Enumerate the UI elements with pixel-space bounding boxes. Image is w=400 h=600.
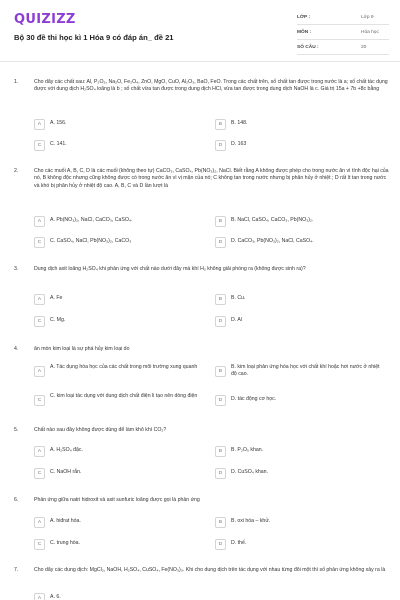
question-text: Cho các muối A, B, C, D là các muối (không theo tự) CaCO₃, CaSO₄, Pb(NO₃)₂, NaCl. Biết rằng A không được phép cho trong nước ăn vì tính độc hại của nó, B không độc nhưng cũng không được có trong nước ăn vì vị mặn của nó; C không tan trong nước nhưng bị phân hủy ở nhiệt ; D rất ít tan trong nước và khó bị phân hủy ở nhiệt độ cao. A, B, C và D lần lượt là [34,168,389,189]
meta-grade-key: LỚP : [297,15,311,20]
meta-subject-value: Hóa học [361,30,379,35]
meta-count-key: SỐ CÂU : [297,45,319,50]
option-text: A. Tác dụng hóa học của các chất trong môi trường xung quanh [50,364,198,370]
option-text: D. CaCO₃, Pb(NO₃)₂, NaCl, CaSO₄. [231,238,314,244]
question-number: 5. [14,427,19,433]
meta-count-value: 20 [361,45,367,50]
meta-count [297,42,389,55]
option-letter: A [34,517,45,528]
option-text: B. 148. [231,120,248,126]
option-letter: B [215,119,226,130]
option-text: C. kim loại tác dụng với dung dịch chất điện li tạo nên dòng điện [50,393,198,399]
option-letter: B [215,216,226,227]
option-letter: D [215,237,226,248]
option-text: A. H₂SO₄ đặc. [50,447,83,453]
option-text: D. 163 [231,141,247,147]
page-header [0,0,400,62]
meta-subject-key: MÔN : [297,30,312,35]
question-text: ăn mòn kim loại là sự phá hủy kim loại do [34,346,130,352]
option-letter: D [215,316,226,327]
option-text: C. trung hòa. [50,540,80,546]
option-text: C. CaSO₄, NaCl, Pb(NO₃)₂, CaCO₃ [50,238,132,244]
option-letter: A [34,366,45,377]
question-text: Phản ứng giữa natri hidroxit và axit sunfuric loãng được gọi là phản ứng [34,497,200,503]
option-text: B. kim loại phản ứng hóa học với chất khí hoặc hơi nước ở nhiệt độ cao. [231,364,380,377]
option-text: A. 156. [50,120,67,126]
option-letter: D [215,468,226,479]
option-letter: B [215,446,226,457]
option-letter: C [34,539,45,550]
option-letter: D [215,539,226,550]
option-letter: A [34,446,45,457]
option-letter: C [34,395,45,406]
question-number: 7. [14,567,19,573]
question-text: Cho dãy các dung dịch: MgCl₂, NaOH, H₂SO₄, CuSO₄, Fe(NO₃)₃. Khi cho dung dịch trên tác dụng với nhau từng đôi một thì số phản ứng không xảy ra là [34,567,386,573]
option-letter: C [34,316,45,327]
option-text: B. NaCl, CaSO₄, CaCO₃, Pb(NO₃)₂. [231,217,314,223]
meta-grade-value: Lớp 9 [361,15,374,20]
option-letter: A [34,593,45,600]
option-letter: B [215,517,226,528]
option-text: D. Al [231,317,242,323]
option-text: C. Mg. [50,317,66,323]
option-text: A. 6. [50,594,61,600]
option-letter: D [215,395,226,406]
question-text: Chất nào sau đây không được dùng để làm khô khí CO₂? [34,427,167,433]
option-text: D. CuSO₄ khan. [231,469,269,475]
option-text: B. oxi hóa – khử. [231,518,271,524]
meta-subject [297,27,389,40]
option-text: B. P₂O₅ khan. [231,447,264,453]
option-text: A. Pb(NO₃)₂, NaCl, CaCO₃, CaSO₄. [50,217,133,223]
option-text: D. thế. [231,540,247,546]
option-letter: C [34,468,45,479]
quizizz-logo: QUIZIZZ [14,12,76,27]
question-number: 4. [14,346,19,352]
option-text: C. NaOH rắn. [50,469,82,475]
option-text: D. tác động cơ học. [231,396,277,402]
question-number: 6. [14,497,19,503]
meta-grade [297,12,389,25]
option-letter: A [34,294,45,305]
question-text: Dung dịch axit loãng H₂SO₄ khi phản ứng với chất nào dưới đây mà khí H₂ không giải phóng ra (không được sinh ra)? [34,266,306,272]
option-text: B. Cu. [231,295,246,301]
question-number: 2. [14,168,19,174]
question-text: Cho dãy các chất sau: Al, P₂O₅, Na₂O, Fe₂O₄, ZnO, MgO, CuO, Al₂O₃, BaO, FeO. Trong các chất trên, số chất tan được trong nước là a; số chất tác dụng được với dung dịch H₂SO₄ loãng là b ; số chất vừa tan được trong dung dịch HCl, vừa tan được trong dung dịch NaOH là c. Giá trị 15a + 7b +8c bằng [34,79,388,93]
question-number: 1. [14,79,19,85]
option-letter: D [215,140,226,151]
option-letter: C [34,237,45,248]
option-text: A. hiđrat hóa. [50,518,81,524]
option-letter: B [215,366,226,377]
document-title: Bộ 30 đề thi học kì 1 Hóa 9 có đáp án_ đề 21 [14,33,174,42]
option-text: A. Fe [50,295,63,301]
question-number: 3. [14,266,19,272]
option-letter: C [34,140,45,151]
option-letter: B [215,294,226,305]
option-letter: A [34,119,45,130]
option-text: C. 141. [50,141,67,147]
option-letter: A [34,216,45,227]
